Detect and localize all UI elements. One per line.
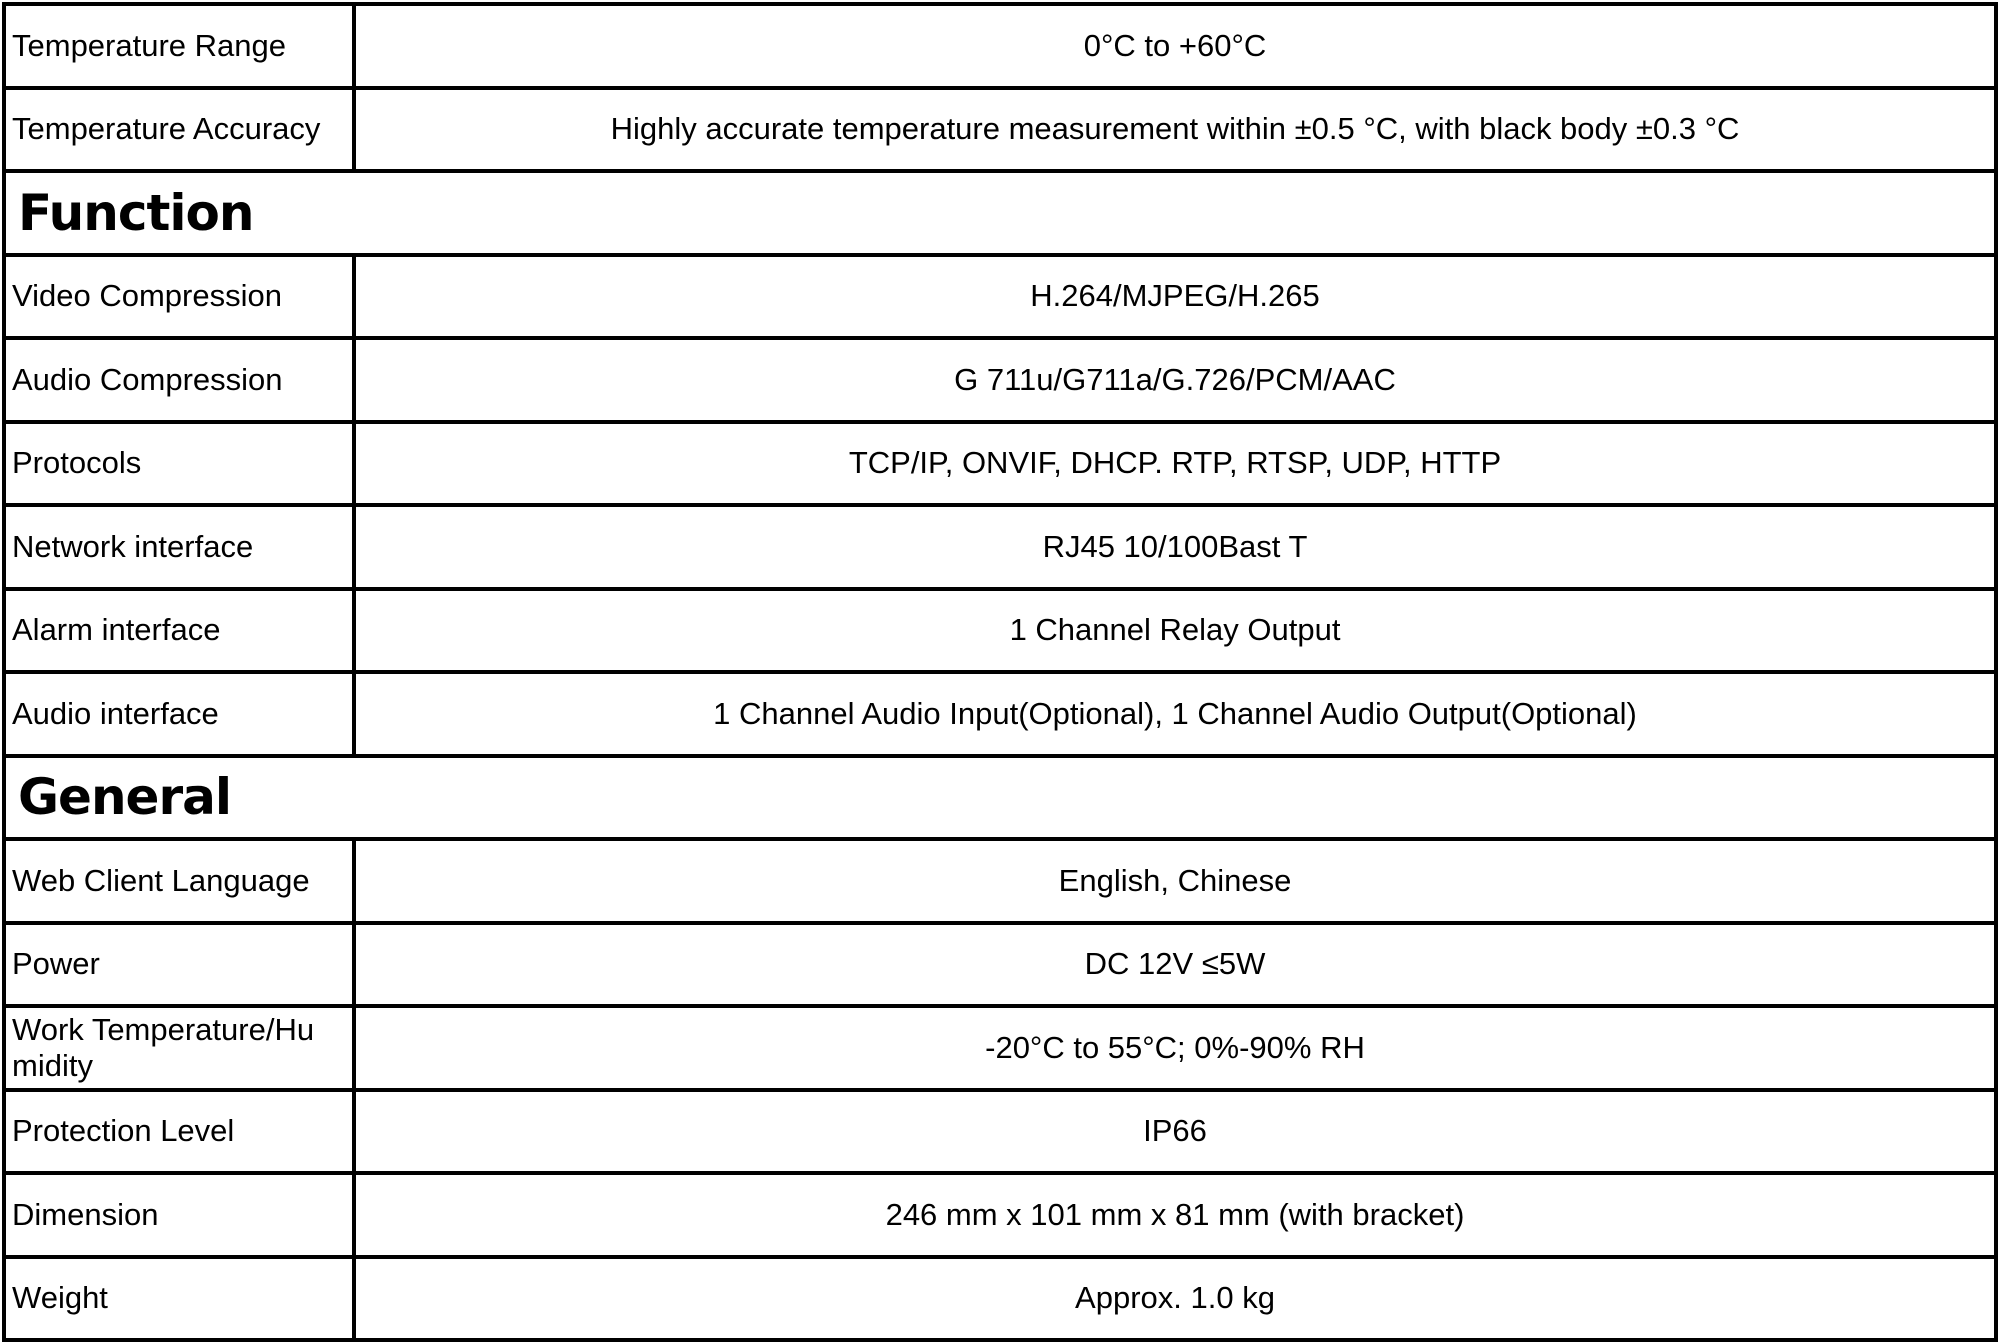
section-row-function — [4, 171, 1996, 255]
spec-label: Work Temperature/Humidity — [12, 1012, 315, 1083]
spec-label: Protocols — [4, 422, 354, 506]
spec-row-audio-interface — [4, 672, 1996, 756]
spec-value: 246 mm x 101 mm x 81 mm (with bracket) — [354, 1173, 1996, 1257]
spec-value: RJ45 10/100Bast T — [354, 505, 1996, 589]
spec-row-alarm-interface — [4, 589, 1996, 673]
spec-row-network-interface — [4, 505, 1996, 589]
spec-label: Alarm interface — [4, 589, 354, 673]
spec-value: TCP/IP, ONVIF, DHCP. RTP, RTSP, UDP, HTTP — [354, 422, 1996, 506]
spec-value: H.264/MJPEG/H.265 — [354, 255, 1996, 339]
spec-value: IP66 — [354, 1090, 1996, 1174]
section-row-general — [4, 756, 1996, 840]
spec-row-dimension — [4, 1173, 1996, 1257]
spec-table — [2, 2, 1998, 1342]
spec-label: Dimension — [4, 1173, 354, 1257]
spec-value: -20°C to 55°C; 0%-90% RH — [354, 1006, 1996, 1090]
spec-row-video-compression — [4, 255, 1996, 339]
spec-row-web-client-language — [4, 839, 1996, 923]
spec-label: Audio Compression — [4, 338, 354, 422]
spec-row-audio-compression — [4, 338, 1996, 422]
spec-label: Power — [4, 923, 354, 1007]
spec-value: 0°C to +60°C — [354, 4, 1996, 88]
spec-row-protocols — [4, 422, 1996, 506]
spec-row-power — [4, 923, 1996, 1007]
spec-label: Video Compression — [4, 255, 354, 339]
spec-value: English, Chinese — [354, 839, 1996, 923]
spec-row-protection-level — [4, 1090, 1996, 1174]
spec-label-cell — [4, 1006, 354, 1090]
spec-value: 1 Channel Audio Input(Optional), 1 Channel Audio Output(Optional) — [354, 672, 1996, 756]
spec-label: Web Client Language — [4, 839, 354, 923]
spec-row-weight — [4, 1257, 1996, 1341]
spec-label: Temperature Accuracy — [4, 88, 354, 172]
spec-label: Protection Level — [4, 1090, 354, 1174]
spec-value: Highly accurate temperature measurement within ±0.5 °C, with black body ±0.3 °C — [354, 88, 1996, 172]
spec-value: Approx. 1.0 kg — [354, 1257, 1996, 1341]
spec-label: Audio interface — [4, 672, 354, 756]
spec-value: DC 12V ≤5W — [354, 923, 1996, 1007]
spec-value: G 711u/G711a/G.726/PCM/AAC — [354, 338, 1996, 422]
spec-row-work-temperature-humidity — [4, 1006, 1996, 1090]
spec-row-temperature-accuracy — [4, 88, 1996, 172]
spec-value: 1 Channel Relay Output — [354, 589, 1996, 673]
section-heading: Function — [4, 171, 1996, 255]
spec-label: Temperature Range — [4, 4, 354, 88]
spec-label: Weight — [4, 1257, 354, 1341]
spec-row-temperature-range — [4, 4, 1996, 88]
section-heading: General — [4, 756, 1996, 840]
spec-label: Network interface — [4, 505, 354, 589]
